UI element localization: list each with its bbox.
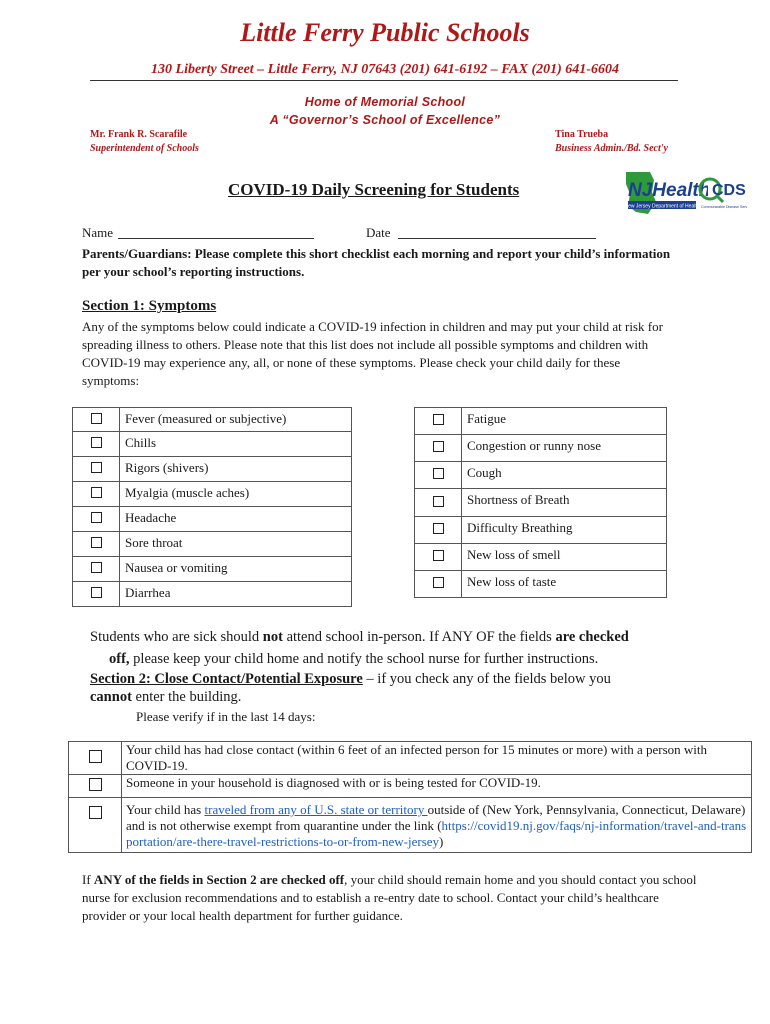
symptom-row <box>415 571 667 598</box>
symptom-label: Rigors (shivers) <box>120 457 352 482</box>
travel-text: outside of (New York, Pennsylvania, Connecticut, Delaware) and is not otherwise exempt from quarantine under the link ( <box>126 802 746 833</box>
section1-intro: Any of the symptoms below could indicate a COVID-19 infection in children and may put your child at risk for spreading illness to others. Please note that this list does not include all possible symptoms and children with COVID-19 may experience any, all, or none of these symptoms. Please check your child daily for these symptoms: <box>82 319 663 388</box>
header-divider <box>90 80 678 81</box>
symptom-label: Headache <box>120 507 352 532</box>
closing-text: If <box>82 872 94 887</box>
symptom-label: New loss of smell <box>462 544 667 571</box>
symptom-checkbox-left-2[interactable] <box>91 462 102 473</box>
symptom-label: Fatigue <box>462 408 667 435</box>
symptom-row <box>415 408 667 435</box>
superintendent-block <box>90 128 199 156</box>
symptom-label: Shortness of Breath <box>462 489 667 517</box>
symptom-label: Congestion or runny nose <box>462 435 667 462</box>
symptom-checkbox-right-2[interactable] <box>433 468 444 479</box>
symptom-checkbox-right-5[interactable] <box>433 550 444 561</box>
symptom-row <box>415 517 667 544</box>
exposure-household-text: Someone in your household is diagnosed with or is being tested for COVID-19. <box>122 775 752 798</box>
exposure-travel-text <box>122 798 752 853</box>
exposure-close-contact-text: Your child has had close contact (within 6 feet of an infected person for 15 minutes or more) with a person with COVID-19. <box>122 742 752 775</box>
exposure-checkbox-household[interactable] <box>89 778 102 791</box>
symptom-checkbox-left-6[interactable] <box>91 562 102 573</box>
symptom-checkbox-right-1[interactable] <box>433 441 444 452</box>
symptom-checkbox-left-3[interactable] <box>91 487 102 498</box>
symptom-checkbox-left-0[interactable] <box>91 413 102 424</box>
symptom-checkbox-right-0[interactable] <box>433 414 444 425</box>
notice-not: not <box>262 629 283 645</box>
symptom-checkbox-left-5[interactable] <box>91 537 102 548</box>
closing-bold: ANY of the fields in Section 2 are checked off <box>93 872 345 887</box>
symptom-row <box>415 544 667 571</box>
symptom-row <box>415 462 667 489</box>
exposure-row <box>69 775 752 798</box>
symptom-row <box>415 435 667 462</box>
section2-heading <box>90 670 611 706</box>
notice-text: Students who are sick should <box>90 629 263 645</box>
travel-restrictions-link[interactable]: traveled from any of U.S. state or territory <box>204 802 428 817</box>
symptom-label: Chills <box>120 432 352 457</box>
tagline-home: Home of Memorial School <box>304 95 466 109</box>
notice-text: attend school in-person. If ANY OF the fields <box>282 629 556 645</box>
tagline-governor: A “Governor’s School of Excellence” <box>269 113 501 127</box>
symptom-row <box>73 582 352 607</box>
nj-health-logo <box>614 168 708 216</box>
symptom-row <box>73 432 352 457</box>
date-field[interactable] <box>398 238 596 239</box>
nj-health-logo-text: NJHealth <box>628 180 708 201</box>
exposure-row <box>69 798 752 853</box>
travel-text: ) <box>439 834 444 849</box>
cds-logo-text: CDS <box>712 182 746 199</box>
symptom-label: Difficulty Breathing <box>462 517 667 544</box>
business-admin-role: Business Admin./Bd. Sect'y <box>555 143 668 154</box>
symptom-table-left <box>72 407 352 607</box>
symptom-label: Nausea or vomiting <box>120 557 352 582</box>
exposure-table <box>68 741 752 853</box>
sick-notice <box>90 626 690 670</box>
symptom-checkbox-left-7[interactable] <box>91 587 102 598</box>
symptom-row <box>73 482 352 507</box>
symptom-label: Fever (measured or subjective) <box>120 408 352 432</box>
symptom-checkbox-left-1[interactable] <box>91 437 102 448</box>
date-label: Date <box>366 225 391 240</box>
exposure-row <box>69 742 752 775</box>
cds-logo <box>697 172 747 212</box>
section2-enter-text: enter the building. <box>131 689 242 705</box>
school-address: 130 Liberty Street – Little Ferry, NJ 07643 (201) 641-6192 – FAX (201) 641-6604 <box>151 62 619 77</box>
symptom-checkbox-left-4[interactable] <box>91 512 102 523</box>
superintendent-name: Mr. Frank R. Scarafile <box>90 129 188 140</box>
name-label: Name <box>82 225 114 240</box>
symptom-label: Sore throat <box>120 532 352 557</box>
nj-health-logo-subtext: New Jersey Department of Health <box>624 203 700 210</box>
section2-title: Section 2: Close Contact/Potential Exposure <box>90 671 363 687</box>
symptom-row <box>73 532 352 557</box>
business-admin-block <box>555 128 668 156</box>
symptom-checkbox-right-6[interactable] <box>433 577 444 588</box>
section2-verify: Please verify if in the last 14 days: <box>136 709 316 724</box>
form-title: COVID-19 Daily Screening for Students <box>228 180 520 199</box>
notice-are-checked: are checked <box>555 629 629 645</box>
symptom-checkbox-right-4[interactable] <box>433 523 444 534</box>
symptom-row <box>73 557 352 582</box>
closing-text: , your child should remain home and you should contact you school nurse for exclusion recommendations and to establish a re-entry date to school. Contact your child’s healthcare provider or your local health department for further guidance. <box>82 872 697 923</box>
section2-cannot: cannot <box>90 689 132 705</box>
symptom-label: New loss of taste <box>462 571 667 598</box>
exposure-checkbox-close-contact[interactable] <box>89 750 102 763</box>
symptom-label: Myalgia (muscle aches) <box>120 482 352 507</box>
symptom-row <box>73 507 352 532</box>
notice-off: off, <box>109 651 130 667</box>
parent-instructions: Parents/Guardians: Please complete this short checklist each morning and report your child’s information per your school’s reporting instructions. <box>82 246 671 279</box>
travel-faq-url-link[interactable]: https://covid19.nj.gov/faqs/nj-information/travel-and-transportation/are-there-travel-restrictions-to-or-from-new-jersey <box>126 818 747 849</box>
closing-paragraph <box>82 871 702 925</box>
exposure-checkbox-travel[interactable] <box>89 806 102 819</box>
name-field[interactable] <box>118 238 314 239</box>
symptom-row <box>415 489 667 517</box>
section2-title-rest: – if you check any of the fields below you <box>362 671 611 687</box>
business-admin-name: Tina Trueba <box>555 129 609 140</box>
notice-text: please keep your child home and notify the school nurse for further instructions. <box>129 651 599 667</box>
symptom-row <box>73 457 352 482</box>
symptom-row <box>73 408 352 432</box>
symptom-table-right <box>414 407 667 598</box>
superintendent-role: Superintendent of Schools <box>90 143 199 154</box>
cds-logo-subtext: Communicable Disease Service <box>701 205 747 209</box>
school-name: Little Ferry Public Schools <box>240 18 530 47</box>
symptom-label: Diarrhea <box>120 582 352 607</box>
section1-title: Section 1: Symptoms <box>82 298 217 314</box>
symptom-checkbox-right-3[interactable] <box>433 496 444 507</box>
symptom-label: Cough <box>462 462 667 489</box>
travel-text: Your child has <box>126 802 205 817</box>
